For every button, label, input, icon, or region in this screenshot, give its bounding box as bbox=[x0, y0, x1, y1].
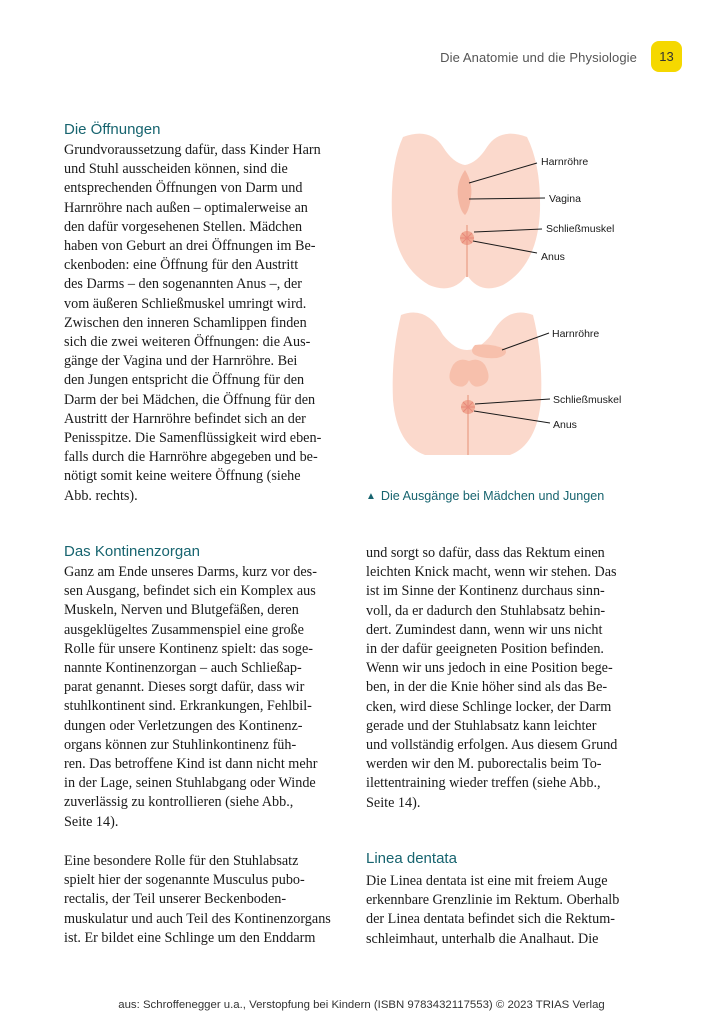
text-line: des Darms – den sogenannten Anus –, der bbox=[64, 276, 302, 293]
text-line: Ganz am Ende unseres Darms, kurz vor des- bbox=[64, 564, 317, 580]
text-line: Austritt der Harnröhre befindet sich an der bbox=[64, 410, 306, 427]
text-line: sich die zwei weiteren Öffnungen: die Aus- bbox=[64, 334, 311, 351]
text-line: in der Lage, seinen Stuhlabgang oder Winde bbox=[64, 775, 316, 792]
paragraph-right-column bbox=[366, 544, 617, 813]
text-line: in der dafür geeigneten Position befinden. bbox=[366, 641, 604, 658]
paragraph-kontinenzorgan bbox=[64, 563, 317, 832]
label-harnroehre-girl: Harnröhre bbox=[541, 156, 589, 168]
text-line: den dafür vorgesehenen Stellen. Mädchen bbox=[64, 218, 303, 235]
text-line: rectalis, der Teil unserer Beckenboden- bbox=[64, 891, 287, 908]
text-line: Harnröhre nach außen – optimalerweise an bbox=[64, 199, 308, 216]
text-line: dungen oder Verletzungen des Kontinenz- bbox=[64, 717, 303, 734]
text-line: und sorgt so dafür, dass das Rektum einen bbox=[366, 545, 605, 561]
text-line: den Jungen entspricht die Öffnung für den bbox=[64, 372, 305, 389]
text-line: schleimhaut, unterhalb die Analhaut. Die bbox=[366, 930, 599, 947]
boy-anus-sphincter bbox=[461, 400, 475, 414]
label-anus-boy: Anus bbox=[553, 419, 577, 431]
text-line: leichten Knick macht, wenn wir stehen. Das bbox=[366, 564, 617, 581]
chapter-title: Die Anatomie und die Physiologie bbox=[440, 50, 637, 65]
text-line: nannte Kontinenzorgan – auch Schließap- bbox=[64, 660, 302, 677]
text-line: parat genannt. Dieses sorgt dafür, dass wir bbox=[64, 679, 305, 696]
text-line: Grundvoraussetzung dafür, dass Kinder Harn bbox=[64, 142, 321, 158]
text-line: nötigt somit keine weitere Öffnung (siehe bbox=[64, 468, 301, 485]
girl-anus-sphincter bbox=[460, 231, 474, 245]
text-line: spielt hier der sogenannte Musculus pubo- bbox=[64, 872, 305, 889]
text-line: falls durch die Harnröhre abgegeben und be- bbox=[64, 449, 318, 466]
text-line: voll, da er dadurch den Stuhlabsatz behin- bbox=[366, 602, 606, 619]
text-line: ben, in der die Knie höher sind als das Be- bbox=[366, 679, 608, 696]
text-line: Rolle für unsere Kontinenz spielt: das soge- bbox=[64, 640, 314, 657]
text-line: Eine besondere Rolle für den Stuhlabsatz bbox=[64, 853, 299, 869]
text-line: ckenboden: eine Öffnung für den Austritt bbox=[64, 257, 299, 274]
heading-die-oeffnungen: Die Öffnungen bbox=[64, 121, 161, 138]
anatomy-illustration bbox=[385, 125, 665, 480]
text-line: und vollständig erfolgen. Aus diesem Grund bbox=[366, 737, 618, 754]
text-line: ilettentraining wieder treffen (siehe Abb., bbox=[366, 775, 601, 792]
text-line: der Linea dentata befindet sich die Rektum- bbox=[366, 911, 615, 928]
girl-figure bbox=[392, 134, 615, 289]
label-schliessmuskel-boy: Schließmuskel bbox=[553, 394, 622, 406]
text-line: und Stuhl ausscheiden können, sind die bbox=[64, 161, 288, 178]
text-line: erkennbare Grenzlinie im Rektum. Oberhalb bbox=[366, 892, 620, 909]
paragraph-musculus-puborectalis bbox=[64, 852, 331, 948]
text-line: dert. Zumindest dann, wenn wir uns nicht bbox=[366, 621, 603, 638]
text-line: Darm der bei Mädchen, die Öffnung für den bbox=[64, 391, 316, 408]
text-line: Wenn wir uns jedoch in eine Position bege- bbox=[366, 660, 613, 677]
text-line: muskulatur und auch Teil des Kontinenzorgans bbox=[64, 910, 331, 927]
text-line: Zwischen den inneren Schamlippen finden bbox=[64, 314, 307, 331]
text-line: ist. Er bildet eine Schlinge um den Enddarm bbox=[64, 929, 316, 946]
text-line: Die Linea dentata ist eine mit freiem Auge bbox=[366, 873, 608, 889]
text-line: sen Ausgang, befindet sich ein Komplex aus bbox=[64, 583, 316, 600]
paragraph-linea-dentata bbox=[366, 872, 619, 949]
text-line: entsprechenden Öffnungen von Darm und bbox=[64, 180, 303, 197]
label-harnroehre-boy: Harnröhre bbox=[552, 328, 600, 340]
figure-caption-text: Die Ausgänge bei Mädchen und Jungen bbox=[380, 489, 605, 503]
text-line: ist im Sinne der Kontinenz durchaus sinn- bbox=[366, 583, 605, 600]
text-line: Abb. rechts). bbox=[64, 487, 138, 504]
text-line: cken, wird diese Schlinge locker, der Darm bbox=[366, 698, 612, 715]
page-number-badge: 13 bbox=[651, 41, 682, 72]
paragraph-die-oeffnungen bbox=[64, 141, 321, 506]
text-line: gerade und der Stuhlabsatz kann leichter bbox=[366, 717, 597, 734]
text-line: Seite 14). bbox=[366, 794, 421, 811]
text-line: ren. Das betroffene Kind ist dann nicht mehr bbox=[64, 756, 318, 773]
label-schliessmuskel-girl: Schließmuskel bbox=[546, 223, 615, 235]
heading-linea-dentata: Linea dentata bbox=[366, 850, 457, 867]
figure-caption bbox=[366, 489, 604, 503]
text-line: Muskeln, Nerven und Blutgefäßen, deren bbox=[64, 602, 299, 619]
footer-source: aus: Schroffenegger u.a., Verstopfung bei Kindern (ISBN 9783432117553) © 2023 TRIAS Verlag bbox=[118, 999, 605, 1011]
text-line: Penisspitze. Die Samenflüssigkeit wird eben- bbox=[64, 430, 322, 447]
caret-up-icon: ▲ bbox=[366, 490, 376, 502]
text-line: ausgeklügeltes Zusammenspiel eine große bbox=[64, 621, 304, 638]
text-line: vom äußeren Schließmuskel umringt wird. bbox=[64, 295, 307, 312]
text-line: werden wir den M. puborectalis beim To- bbox=[366, 756, 602, 773]
text-line: Seite 14). bbox=[64, 813, 119, 830]
text-line: gänge der Vagina und der Harnröhre. Bei bbox=[64, 353, 298, 370]
text-line: organs können zur Stuhlinkontinenz füh- bbox=[64, 736, 297, 753]
label-vagina: Vagina bbox=[549, 193, 581, 205]
text-line: haben von Geburt an drei Öffnungen im Be- bbox=[64, 238, 316, 255]
boy-figure bbox=[393, 313, 622, 456]
label-anus-girl: Anus bbox=[541, 251, 565, 263]
text-line: zuverlässig zu kontrollieren (siehe Abb., bbox=[64, 794, 294, 811]
text-line: stuhlkontinent sind. Erkrankungen, Fehlbil- bbox=[64, 698, 312, 715]
heading-kontinenzorgan: Das Kontinenzorgan bbox=[64, 543, 200, 560]
